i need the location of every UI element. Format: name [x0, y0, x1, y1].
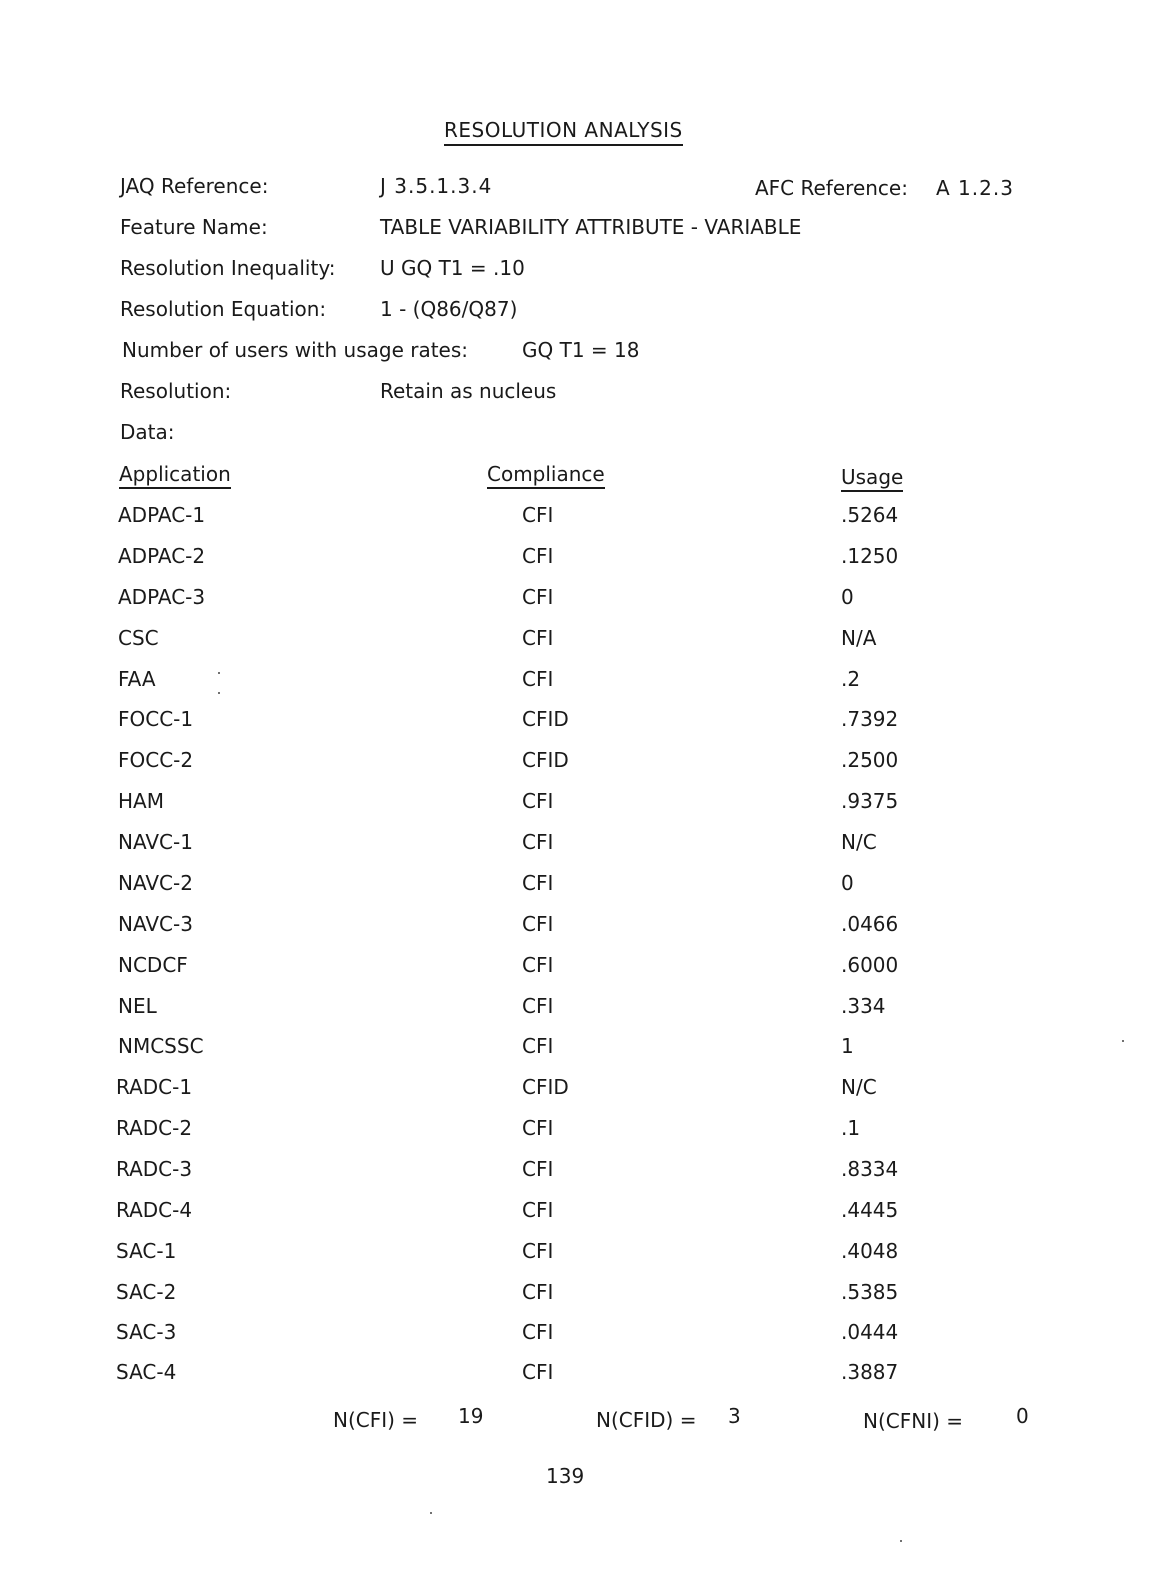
usage-cell: .5264: [841, 503, 899, 527]
compliance-cell: CFI: [522, 830, 554, 854]
application-cell: ADPAC-2: [118, 544, 206, 568]
afc-reference-value: A 1.2.3: [936, 176, 1014, 200]
usage-cell: .5385: [841, 1280, 899, 1304]
table-row: [0, 1075, 1164, 1099]
compliance-cell: CFID: [522, 1075, 569, 1099]
usage-cell: .6000: [841, 953, 899, 977]
application-cell: RADC-4: [116, 1198, 193, 1222]
usage-cell: .9375: [841, 789, 899, 813]
compliance-cell: CFI: [522, 1116, 554, 1140]
compliance-cell: CFI: [522, 912, 554, 936]
column-header-application: [119, 462, 231, 486]
usage-cell: .7392: [841, 707, 899, 731]
compliance-cell: CFI: [522, 626, 554, 650]
application-cell: ADPAC-1: [118, 503, 206, 527]
scan-speck: [218, 672, 220, 674]
table-row: [0, 585, 1164, 609]
compliance-cell: CFI: [522, 1280, 554, 1304]
usage-cell: .2: [841, 667, 861, 691]
compliance-cell: CFI: [522, 1157, 554, 1181]
compliance-cell: CFI: [522, 994, 554, 1018]
compliance-cell: CFI: [522, 1320, 554, 1344]
page-title: RESOLUTION ANALYSIS: [444, 118, 683, 146]
usage-cell: .4048: [841, 1239, 899, 1263]
feature-name-value: TABLE VARIABILITY ATTRIBUTE - VARIABLE: [380, 215, 802, 239]
scan-speck: [900, 1540, 902, 1542]
compliance-cell: CFI: [522, 1198, 554, 1222]
table-row: [0, 1116, 1164, 1140]
usage-cell: .0444: [841, 1320, 899, 1344]
column-header-usage: [841, 465, 903, 489]
table-row: [0, 1320, 1164, 1344]
table-row: [0, 830, 1164, 854]
n-cfid-value: 3: [728, 1404, 741, 1428]
table-row: [0, 1280, 1164, 1304]
usage-cell: N/A: [841, 626, 877, 650]
table-row: [0, 1239, 1164, 1263]
compliance-cell: CFI: [522, 953, 554, 977]
n-cfi-value: 19: [458, 1404, 484, 1428]
column-header-application-text: Application: [119, 462, 231, 489]
table-row: [0, 503, 1164, 527]
feature-name-label: Feature Name:: [120, 215, 268, 239]
table-row: [0, 789, 1164, 813]
application-cell: NCDCF: [118, 953, 188, 977]
afc-reference-label: AFC Reference:: [755, 176, 908, 200]
jaq-reference-value: J 3.5.1.3.4: [380, 174, 493, 198]
application-cell: FAA: [118, 667, 156, 691]
application-cell: NAVC-2: [118, 871, 193, 895]
application-cell: RADC-1: [116, 1075, 193, 1099]
resolution-label: Resolution:: [120, 379, 232, 403]
usage-cell: 1: [841, 1034, 854, 1058]
compliance-cell: CFI: [522, 544, 554, 568]
n-cfi-label: N(CFI) =: [333, 1408, 419, 1432]
usage-cell: .3887: [841, 1360, 899, 1384]
n-cfni-value: 0: [1016, 1404, 1029, 1428]
compliance-cell: CFID: [522, 707, 569, 731]
table-row: [0, 1360, 1164, 1384]
n-cfid-label: N(CFID) =: [596, 1408, 697, 1432]
application-cell: HAM: [118, 789, 164, 813]
table-row: [0, 1034, 1164, 1058]
table-row: [0, 912, 1164, 936]
compliance-cell: CFI: [522, 503, 554, 527]
resolution-inequality-value: U GQ T1 = .10: [380, 256, 525, 280]
application-cell: NEL: [118, 994, 157, 1018]
application-cell: FOCC-1: [118, 707, 194, 731]
compliance-cell: CFI: [522, 1034, 554, 1058]
usage-cell: .334: [841, 994, 886, 1018]
application-cell: ADPAC-3: [118, 585, 206, 609]
compliance-cell: CFI: [522, 871, 554, 895]
compliance-cell: CFID: [522, 748, 569, 772]
table-row: [0, 667, 1164, 691]
compliance-cell: CFI: [522, 585, 554, 609]
table-row: [0, 707, 1164, 731]
application-cell: SAC-1: [116, 1239, 177, 1263]
compliance-cell: CFI: [522, 1239, 554, 1263]
resolution-equation-value: 1 - (Q86/Q87): [380, 297, 518, 321]
page-number: 139: [546, 1464, 585, 1488]
resolution-inequality-label: Resolution Inequality:: [120, 256, 336, 280]
scan-speck: [430, 1512, 432, 1514]
application-cell: NAVC-1: [118, 830, 193, 854]
compliance-cell: CFI: [522, 1360, 554, 1384]
table-row: [0, 748, 1164, 772]
table-row: [0, 871, 1164, 895]
application-cell: RADC-3: [116, 1157, 193, 1181]
application-cell: RADC-2: [116, 1116, 193, 1140]
usage-cell: .2500: [841, 748, 899, 772]
usage-cell: N/C: [841, 830, 877, 854]
usage-cell: .4445: [841, 1198, 899, 1222]
table-row: [0, 953, 1164, 977]
application-cell: SAC-3: [116, 1320, 177, 1344]
column-header-compliance: [487, 462, 605, 486]
usage-cell: 0: [841, 871, 854, 895]
column-header-usage-text: Usage: [841, 465, 903, 492]
compliance-cell: CFI: [522, 789, 554, 813]
table-row: [0, 1198, 1164, 1222]
users-with-usage-value: GQ T1 = 18: [522, 338, 640, 362]
application-cell: CSC: [118, 626, 159, 650]
compliance-cell: CFI: [522, 667, 554, 691]
application-cell: NMCSSC: [118, 1034, 204, 1058]
jaq-reference-label: JAQ Reference:: [120, 174, 269, 198]
table-row: [0, 544, 1164, 568]
usage-cell: .0466: [841, 912, 899, 936]
usage-cell: 0: [841, 585, 854, 609]
n-cfni-label: N(CFNI) =: [863, 1409, 964, 1433]
table-row: [0, 994, 1164, 1018]
scan-speck: [218, 692, 220, 694]
usage-cell: .1250: [841, 544, 899, 568]
data-label: Data:: [120, 420, 175, 444]
column-header-compliance-text: Compliance: [487, 462, 605, 489]
usage-cell: N/C: [841, 1075, 877, 1099]
usage-cell: .8334: [841, 1157, 899, 1181]
application-cell: NAVC-3: [118, 912, 193, 936]
resolution-equation-label: Resolution Equation:: [120, 297, 327, 321]
table-row: [0, 626, 1164, 650]
usage-cell: .1: [841, 1116, 861, 1140]
users-with-usage-label: Number of users with usage rates:: [122, 338, 469, 362]
resolution-value: Retain as nucleus: [380, 379, 557, 403]
application-cell: SAC-2: [116, 1280, 177, 1304]
scan-speck: [1122, 1040, 1124, 1042]
application-cell: SAC-4: [116, 1360, 177, 1384]
table-row: [0, 1157, 1164, 1181]
application-cell: FOCC-2: [118, 748, 194, 772]
